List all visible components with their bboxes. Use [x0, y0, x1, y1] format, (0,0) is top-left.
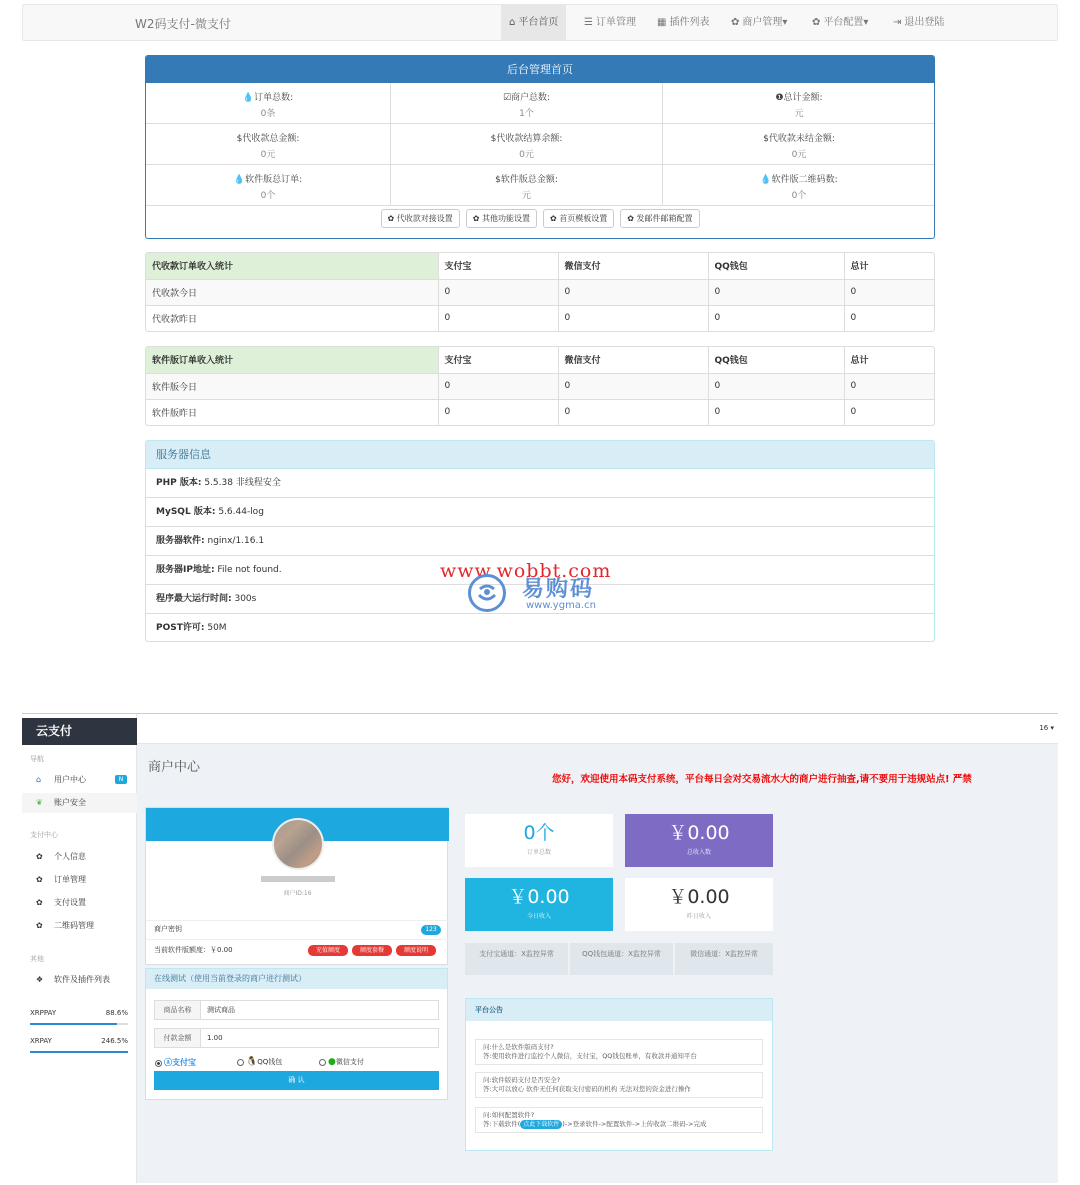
table-cell: 0	[708, 305, 844, 331]
table-row	[146, 305, 934, 331]
avatar	[272, 818, 324, 870]
column-header: 支付宝	[438, 253, 558, 279]
progress-item	[30, 1037, 128, 1045]
settings-button[interactable]: ✿ 其他功能设置	[466, 209, 537, 228]
username-redacted	[261, 876, 335, 882]
recharge-quota-button[interactable]: 充值额度	[308, 945, 348, 956]
nav-item-label: 退出登陆	[904, 17, 945, 28]
alipay-radio[interactable]	[155, 1060, 162, 1067]
dashboard-panel	[145, 55, 935, 239]
progress-value: 88.6%	[105, 1009, 128, 1017]
server-info-row	[146, 469, 934, 498]
table-cell: 0	[558, 399, 708, 425]
kpi-card	[625, 814, 773, 867]
notice-text: 您好，欢迎使用本码支付系统，平台每日会对交易流水大的商户进行抽查,请不要用于违规站点! 严禁	[552, 774, 972, 785]
home-icon: ⌂	[36, 775, 42, 784]
announcement-panel	[465, 998, 773, 1151]
home-icon: ⌂	[509, 17, 516, 28]
stat-label: $代收款结算余额:	[490, 134, 563, 144]
amount-field[interactable]	[154, 1028, 439, 1048]
table-cell: 0	[438, 279, 558, 305]
table-row	[146, 279, 934, 305]
product-name-label: 商品名称	[155, 1001, 201, 1019]
kpi-label: 昨日收入	[686, 913, 711, 920]
progress-fill	[30, 1051, 128, 1053]
announcement-title: 平台公告	[466, 999, 772, 1021]
stat-cell	[391, 165, 663, 206]
progress-label: XRPAY	[30, 1037, 52, 1045]
stat-label: 💧订单总数:	[242, 93, 294, 103]
progress-label: XRPPAY	[30, 1009, 57, 1017]
qq-icon: 🐧	[246, 1057, 258, 1067]
faq-item	[475, 1107, 763, 1133]
sidebar-item[interactable]	[22, 970, 137, 990]
nav-item-label: 订单管理	[595, 17, 636, 28]
kpi-value: ￥0.00	[508, 886, 570, 908]
stat-cell	[391, 124, 663, 165]
table-cell: 0	[558, 279, 708, 305]
settings-button[interactable]: ✿ 发邮件邮箱配置	[620, 209, 699, 228]
progress-track	[30, 1051, 128, 1053]
stat-label: $代收款总金额:	[236, 134, 300, 144]
sidebar-item-label: 用户中心	[54, 775, 86, 784]
online-test-title: 在线测试（使用当前登录的商户进行测试）	[146, 969, 447, 989]
server-info-key: 程序最大运行时间:	[156, 594, 232, 604]
sidebar-item-label: 软件及插件列表	[54, 975, 110, 984]
dashboard-button-row	[146, 206, 934, 228]
nav-item-label: 商户管理▾	[742, 17, 788, 28]
table-row	[146, 399, 934, 425]
online-test-panel	[145, 968, 448, 1100]
nav-item-label: 平台首页	[518, 17, 559, 28]
server-info-value: 5.5.38 非线程安全	[204, 478, 281, 488]
wechat-label: 微信支付	[335, 1058, 364, 1066]
faq-question: 问:软件版码支付是否安全?	[483, 1076, 561, 1084]
table-cell: 代收款昨日	[146, 305, 438, 331]
merchant-id: 商户ID:16	[283, 890, 312, 897]
progress-value: 246.5%	[101, 1037, 128, 1045]
faq-answer: 答:使用软件进行监控个人微信，支付宝，QQ钱包账单，有收款并通知平台	[483, 1052, 697, 1060]
admin-brand[interactable]: W2码支付-微支付	[135, 17, 231, 31]
server-info-row	[146, 527, 934, 556]
nav-item-label: 插件列表	[669, 17, 710, 28]
column-header: 微信支付	[558, 347, 708, 373]
download-software-button[interactable]: 点此下载软件	[520, 1120, 562, 1129]
stat-value: 0条	[260, 109, 276, 119]
sidebar-group-pay: 支付中心	[30, 831, 58, 839]
kpi-value: ￥0.00	[668, 886, 730, 908]
table-cell: 0	[438, 399, 558, 425]
merchant-key-row[interactable]	[146, 920, 449, 938]
stat-label: $代收款未结金额:	[763, 134, 835, 144]
software-income-table	[145, 346, 935, 426]
server-info-key: 服务器软件:	[156, 536, 205, 546]
stat-value: 0个	[791, 191, 807, 201]
table-cell: 0	[558, 305, 708, 331]
channel-status: 支付宝通道：X监控异常	[465, 943, 568, 975]
gear-icon: ✿	[36, 852, 43, 861]
watermark-sub-url: www.ygma.cn	[526, 600, 596, 611]
nav-item[interactable]	[649, 5, 717, 40]
sidebar-item[interactable]	[22, 770, 137, 790]
plugin-icon: ❖	[36, 975, 44, 984]
column-header: 代收款订单收入统计	[146, 253, 438, 279]
admin-navbar	[22, 4, 1058, 41]
nav-item[interactable]	[501, 5, 566, 40]
column-header: 软件版订单收入统计	[146, 347, 438, 373]
alipay-icon: ⓐ	[164, 1058, 172, 1067]
gear-icon: ✿	[36, 875, 43, 884]
alipay-label: 支付宝	[172, 1058, 196, 1067]
faq-answer-suffix: )->登录软件->配置软件->上传收款二维码->完成	[562, 1120, 707, 1128]
gear-icon: ✿	[36, 921, 43, 930]
stat-label: 💧软件版二维码数:	[760, 175, 838, 185]
merchant-key-label: 商户密钥	[154, 925, 182, 933]
stat-label: ☑商户总数:	[502, 93, 551, 103]
wechat-radio[interactable]	[319, 1059, 326, 1066]
sidebar-item[interactable]	[22, 847, 137, 867]
list-icon: ☰	[584, 17, 593, 28]
channel-status: QQ钱包通道：X监控异常	[570, 943, 673, 975]
settings-button[interactable]: ✿ 代收款对接设置	[381, 209, 460, 228]
stat-label: ❶总计金额:	[775, 93, 823, 103]
table-row	[146, 373, 934, 399]
quota-help-button[interactable]: 额度说明	[396, 945, 436, 956]
table-cell: 代收款今日	[146, 279, 438, 305]
settings-button[interactable]: ✿ 首页模板设置	[543, 209, 614, 228]
wechat-icon: ●	[328, 1057, 336, 1067]
sidebar-item[interactable]	[22, 893, 137, 913]
table-cell: 0	[844, 279, 934, 305]
user-dropdown[interactable]: 16 ▾	[1039, 724, 1054, 732]
watermark-logo-icon	[468, 574, 506, 612]
channel-status: 微信通道：X监控异常	[675, 943, 773, 975]
server-info-key: MySQL 版本:	[156, 507, 216, 517]
merchant-topbar	[137, 714, 1058, 744]
table-cell: 0	[708, 279, 844, 305]
stat-cell	[663, 165, 935, 206]
stat-cell	[146, 124, 391, 165]
merchant-key-badge[interactable]: 123	[421, 925, 441, 935]
kpi-card	[465, 878, 613, 931]
kpi-label: 订单总数	[526, 849, 551, 856]
gear-icon: ✿	[731, 17, 740, 28]
amount-label: 付款金额	[155, 1029, 201, 1047]
table-cell: 0	[844, 373, 934, 399]
kpi-value: ￥0.00	[668, 822, 730, 844]
watermark-brand: 易购码	[522, 577, 595, 602]
column-header: 微信支付	[558, 253, 708, 279]
quota-package-button[interactable]: 额度套餐	[352, 945, 392, 956]
table-header-row	[146, 347, 934, 373]
server-info-title: 服务器信息	[146, 441, 934, 469]
faq-answer-prefix: 答:下载软件(	[483, 1120, 521, 1128]
faq-item	[475, 1039, 763, 1065]
server-info-key: POST许可:	[156, 623, 205, 633]
sidebar-item[interactable]	[22, 870, 137, 890]
sidebar-item-label: 订单管理	[54, 875, 86, 884]
stat-cell	[146, 83, 391, 124]
nav-item[interactable]	[804, 5, 876, 40]
table-cell: 0	[438, 305, 558, 331]
stat-value: 0个	[260, 191, 276, 201]
server-info-value: nginx/1.16.1	[207, 536, 265, 546]
leaf-icon: ❦	[36, 798, 43, 807]
sidebar-group-other: 其他	[30, 955, 44, 963]
grid-icon: ▦	[657, 17, 667, 28]
stat-value: 1个	[519, 109, 534, 119]
stat-label: $软件版总金额:	[495, 175, 558, 185]
table-cell: 0	[708, 373, 844, 399]
table-cell: 0	[844, 399, 934, 425]
pay-option-wechat[interactable]	[319, 1057, 364, 1067]
kpi-card	[465, 814, 613, 867]
table-header-row	[146, 253, 934, 279]
server-info-value: 300s	[234, 594, 257, 604]
new-badge: N	[115, 775, 127, 784]
merchant-sidebar	[22, 714, 137, 1183]
qq-label: QQ钱包	[257, 1058, 283, 1066]
stat-value: 元	[794, 109, 804, 119]
quota-row	[146, 939, 449, 959]
stat-label: 💧软件版总订单:	[233, 175, 303, 185]
table-cell: 0	[558, 373, 708, 399]
nav-item[interactable]	[723, 5, 795, 40]
progress-track	[30, 1023, 128, 1025]
faq-question: 问:什么是软件版码支付?	[483, 1043, 554, 1051]
nav-item[interactable]	[885, 5, 952, 40]
watermark	[440, 560, 650, 620]
column-header: QQ钱包	[708, 347, 844, 373]
quota-label: 当前软件版额度：￥0.00	[154, 946, 233, 954]
nav-item[interactable]	[576, 5, 644, 40]
sidebar-group-nav: 导航	[30, 755, 44, 763]
profile-card	[145, 807, 448, 965]
server-info-key: PHP 版本:	[156, 478, 202, 488]
table-cell: 0	[438, 373, 558, 399]
nav-item-label: 平台配置▾	[823, 17, 869, 28]
kpi-card	[625, 878, 773, 931]
stat-value: 0元	[519, 150, 534, 160]
faq-item	[475, 1072, 763, 1098]
amount-input[interactable]: 1.00	[207, 1034, 223, 1042]
stat-cell	[663, 83, 935, 124]
logout-icon: ⇥	[893, 17, 902, 28]
sidebar-item[interactable]	[22, 793, 137, 813]
sidebar-item-label: 账户安全	[54, 798, 86, 807]
stat-value: 0元	[791, 150, 807, 160]
faq-answer: 答:大可以放心 软件无任何获取支付密码的机构 无法对您的资金进行操作	[483, 1085, 691, 1093]
gear-icon: ✿	[36, 898, 43, 907]
faq-question: 问:如何配置软件?	[483, 1111, 535, 1119]
pay-option-qq[interactable]	[237, 1057, 282, 1067]
confirm-button[interactable]: 确 认	[154, 1071, 439, 1090]
server-info-value: File not found.	[217, 565, 282, 575]
column-header: 总计	[844, 347, 934, 373]
table-cell: 0	[708, 399, 844, 425]
product-name-field[interactable]	[154, 1000, 439, 1020]
table-cell: 软件版昨日	[146, 399, 438, 425]
stat-cell	[391, 83, 663, 124]
dashboard-title: 后台管理首页	[146, 56, 934, 83]
progress-fill	[30, 1023, 117, 1025]
stat-value: 元	[521, 191, 531, 201]
gear-icon: ✿	[812, 17, 821, 28]
server-info-key: 服务器IP地址:	[156, 565, 215, 575]
page-title: 商户中心	[148, 760, 201, 775]
kpi-label: 今日收入	[526, 913, 551, 920]
stat-cell	[663, 124, 935, 165]
watermark-url: www.wobbt.com	[440, 560, 612, 582]
faq-answer	[483, 1120, 755, 1129]
column-header: 支付宝	[438, 347, 558, 373]
sidebar-item[interactable]	[22, 916, 137, 936]
qq-radio[interactable]	[237, 1059, 244, 1066]
kpi-label: 总收入数	[686, 849, 711, 856]
server-info-value: 5.6.44-log	[218, 507, 264, 517]
merchant-screen	[22, 713, 1058, 1183]
kpi-value: 0个	[523, 822, 555, 844]
progress-item	[30, 1009, 128, 1017]
column-header: QQ钱包	[708, 253, 844, 279]
product-name-input[interactable]: 测试商品	[207, 1006, 235, 1014]
collection-income-table	[145, 252, 935, 332]
sidebar-item-label: 个人信息	[54, 852, 86, 861]
column-header: 总计	[844, 253, 934, 279]
pay-option-alipay[interactable]	[155, 1057, 196, 1068]
stat-value: 0元	[260, 150, 276, 160]
stat-cell	[146, 165, 391, 206]
sidebar-item-label: 二维码管理	[54, 921, 94, 930]
sidebar-item-label: 支付设置	[54, 898, 86, 907]
table-cell: 软件版今日	[146, 373, 438, 399]
server-info-row	[146, 498, 934, 527]
table-cell: 0	[844, 305, 934, 331]
server-info-value: 50M	[207, 623, 227, 633]
merchant-brand[interactable]: 云支付	[22, 718, 137, 745]
